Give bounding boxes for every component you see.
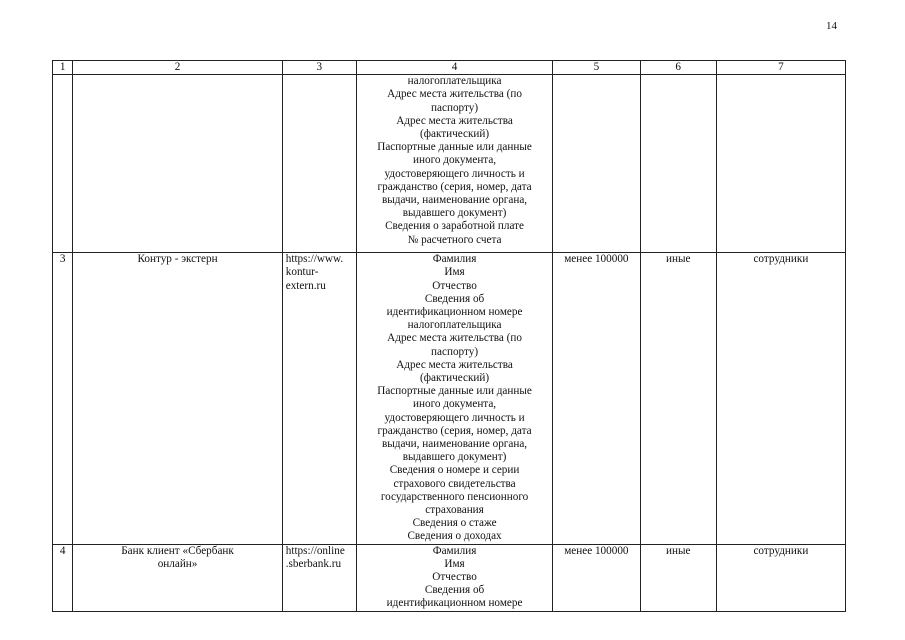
row-number-cell [53, 544, 73, 611]
data-item-line: Адрес места жительства [396, 114, 513, 127]
category-value: иные [665, 253, 691, 266]
data-item-line: Сведения о заработной плате [385, 220, 524, 233]
data-item-line: страхования [425, 504, 484, 517]
subjects-value: сотрудники [753, 253, 809, 266]
data-item-line: выдавшего документ) [402, 451, 507, 464]
data-item-line: выдавшего документ) [402, 207, 507, 220]
data-item-line: государственного пенсионного [380, 490, 529, 503]
column-header: 5 [553, 61, 640, 75]
data-item-line: Отчество [432, 571, 477, 584]
data-item-line: паспорту) [431, 101, 479, 114]
data-item-line: Имя [444, 266, 465, 279]
data-items-cell [356, 544, 552, 611]
column-header: 1 [53, 61, 73, 75]
data-item-line: иного документа, [413, 154, 497, 167]
page-number: 14 [826, 20, 837, 32]
url-line: extern.ru [285, 279, 326, 292]
data-item-line: идентификационном номере [386, 597, 523, 610]
data-item-line: налогоплательщика [407, 75, 502, 88]
system-name-cell [73, 253, 282, 544]
header-row [53, 61, 846, 75]
data-item-line: Сведения об [424, 584, 485, 597]
url-cell [282, 253, 356, 544]
data-item-line: Адрес места жительства (по [387, 88, 522, 101]
volume-cell [553, 253, 640, 544]
url-cell [282, 544, 356, 611]
url-line: https://www. [285, 253, 344, 266]
column-header: 6 [640, 61, 716, 75]
system-name-line: Банк клиент «Сбербанк [121, 544, 234, 557]
url-cell [282, 75, 356, 253]
data-item-line: иного документа, [413, 398, 497, 411]
system-name-cell [73, 75, 282, 253]
data-item-line: налогоплательщика [407, 319, 502, 332]
data-item-line: Адрес места жительства [396, 358, 513, 371]
data-item-line: гражданство (серия, номер, дата [377, 424, 532, 437]
row-number: 3 [59, 253, 66, 266]
table-row [53, 75, 846, 253]
category-cell [640, 253, 716, 544]
data-item-line: удостоверяющего личность и [384, 167, 525, 180]
url-line: kontur- [285, 266, 319, 279]
data-item-line: выдачи, наименование органа, [382, 438, 528, 451]
row-number: 4 [59, 544, 66, 557]
data-item-line: Сведения о номере и серии [389, 464, 520, 477]
data-item-line: удостоверяющего личность и [384, 411, 525, 424]
data-item-line: Сведения об [424, 292, 485, 305]
volume-value: менее 100000 [564, 544, 629, 557]
column-header: 3 [282, 61, 356, 75]
data-item-line: Сведения о доходах [407, 530, 502, 543]
row-number-cell [53, 75, 73, 253]
data-item-line: выдачи, наименование органа, [382, 194, 528, 207]
data-item-line: Отчество [432, 279, 477, 292]
category-value: иные [665, 544, 691, 557]
volume-cell [553, 544, 640, 611]
subjects-cell [716, 253, 845, 544]
data-item-line: Адрес места жительства (по [387, 332, 522, 345]
url-line: .sberbank.ru [285, 557, 342, 570]
data-table [52, 60, 846, 612]
system-name-line: Контур - экстерн [137, 253, 218, 266]
subjects-cell [716, 75, 845, 253]
subjects-cell [716, 544, 845, 611]
data-item-line: (фактический) [420, 128, 490, 141]
data-item-line: Фамилия [432, 544, 477, 557]
subjects-value: сотрудники [753, 544, 809, 557]
data-item-line: Паспортные данные или данные [377, 385, 532, 398]
url-line: https://online [285, 544, 345, 557]
data-item-line: Сведения о стаже [412, 517, 497, 530]
data-item-line: № расчетного счета [407, 233, 502, 246]
data-item-line: паспорту) [431, 345, 479, 358]
volume-value: менее 100000 [564, 253, 629, 266]
data-items-cell [356, 253, 552, 544]
row-number-cell [53, 253, 73, 544]
data-item-line: гражданство (серия, номер, дата [377, 180, 532, 193]
data-item-line: Паспортные данные или данные [377, 141, 532, 154]
table-row [53, 253, 846, 544]
data-item-line: Имя [444, 557, 465, 570]
system-name-cell [73, 544, 282, 611]
column-header: 2 [73, 61, 282, 75]
data-item-line: Фамилия [432, 253, 477, 266]
system-name-line: онлайн» [157, 557, 198, 570]
table-row [53, 544, 846, 611]
column-header: 7 [716, 61, 845, 75]
volume-cell [553, 75, 640, 253]
column-header: 4 [356, 61, 552, 75]
data-item-line: идентификационном номере [386, 306, 523, 319]
data-item-line: (фактический) [420, 372, 490, 385]
category-cell [640, 544, 716, 611]
data-items-cell [356, 75, 552, 253]
category-cell [640, 75, 716, 253]
data-item-line: страхового свидетельства [393, 477, 516, 490]
